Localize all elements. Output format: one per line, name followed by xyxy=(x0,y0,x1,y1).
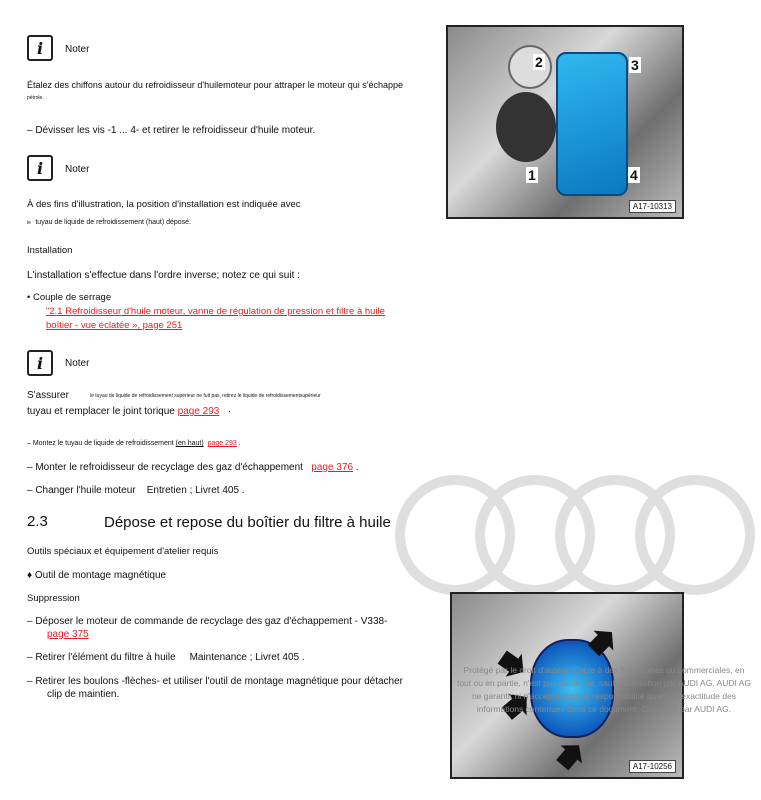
removal-step-3: – Retirer les boulons -flèches- et utiliser l'outil de montage magnétique pour détacher xyxy=(27,676,404,687)
assure-label: S'assurer xyxy=(27,390,69,401)
note-label: Noter xyxy=(65,44,90,55)
note-text: Étalez des chiffons autour du refroidisseur d'huilemoteur pour attraper le moteur qui s'échappe xyxy=(27,80,403,90)
page-293-link[interactable]: page 293 xyxy=(177,406,220,417)
page-293-link[interactable]: page 293 xyxy=(207,440,237,447)
torque-label: • Couple de serrage xyxy=(27,292,112,303)
note-label: Noter xyxy=(65,164,90,175)
page-376-link[interactable]: page 376 xyxy=(311,462,354,473)
torque-link[interactable]: "2.1 Refroidisseur d'huile moteur, vanne de régulation de pression et filtre à huile xyxy=(46,306,385,317)
info-icon: i xyxy=(27,155,53,181)
callout-2: 2 xyxy=(535,54,543,70)
tools-heading: Outils spéciaux et équipement d'atelier requis xyxy=(27,546,219,557)
audi-rings-watermark xyxy=(385,470,761,600)
step-change-oil: – Changer l'huile moteur xyxy=(27,485,136,496)
installation-heading: Installation xyxy=(27,245,73,256)
callout-4: 4 xyxy=(630,167,638,183)
oil-cooler xyxy=(556,52,628,196)
removal-step-3-cont: clip de maintien. xyxy=(47,689,120,700)
arrow-icon xyxy=(584,622,622,660)
note-label: Noter xyxy=(65,358,90,369)
figure-id: A17-10313 xyxy=(629,200,676,213)
assure-small-text: le tuyau de liquide de refroidissement supérieur ne fuit pas, retirez le liquide de refroidissementsupérieur xyxy=(90,393,321,399)
section-title: Dépose et repose du boîtier du filtre à huile xyxy=(104,514,391,531)
figure-id: A17-10256 xyxy=(629,760,676,773)
step-mount-pipe: – Montez le tuyau de liquide de refroidissement xyxy=(27,440,174,447)
arrow-icon xyxy=(552,736,590,774)
removal-heading: Suppression xyxy=(27,593,80,604)
callout-3: 3 xyxy=(631,57,639,73)
en-haut: (en haut) xyxy=(175,440,204,447)
figure-oil-cooler xyxy=(446,25,684,219)
copyright-notice: Protégé par le droit d'auteur. Copie à des fins privées ou commerciales, en tout ou en partie, n'est pas autorisée, sauf autorisation par AUDI AG. AUDI AG ne garantit ni n'accepte aucune responsabilité quant à l'exactitude des informations contenues dans ce document. Copyright par AUDI AG. xyxy=(456,665,752,714)
tool-item: ♦ Outil de montage magnétique xyxy=(27,570,167,581)
step-mount-egr: – Monter le refroidisseur de recyclage des gaz d'échappement xyxy=(27,462,303,473)
assure-text: tuyau et remplacer le joint torique xyxy=(27,406,175,417)
torque-link-cont[interactable]: boîtier - vue éclatée », page 251 xyxy=(46,320,183,331)
installation-text: L'installation s'effectue dans l'ordre inverse; notez ce qui suit : xyxy=(27,270,300,281)
note-text-le: le xyxy=(27,220,31,226)
maintenance-ref: Entretien ; Livret 405 . xyxy=(146,485,245,496)
section-number: 2.3 xyxy=(27,513,48,530)
note-text-cont: tuyau de liquide de refroidissement (haut) déposé. xyxy=(35,219,192,226)
step-unscrew: – Dévisser les vis -1 ... 4- et retirer le refroidisseur d'huile moteur. xyxy=(27,125,316,136)
note-text: À des fins d'illustration, la position d'installation est indiquée avec xyxy=(27,199,301,210)
maintenance-ref: Maintenance ; Livret 405 . xyxy=(189,652,305,663)
callout-1: 1 xyxy=(528,167,536,183)
info-icon: i xyxy=(27,35,53,61)
removal-step-1: – Déposer le moteur de commande de recyclage des gaz d'échappement - V338- xyxy=(27,616,388,627)
page-375-link[interactable]: page 375 xyxy=(47,629,89,640)
note-text-cont: pétrole. xyxy=(27,95,44,101)
info-icon: i xyxy=(27,350,53,376)
removal-step-2: – Retirer l'élément du filtre à huile xyxy=(27,652,176,663)
